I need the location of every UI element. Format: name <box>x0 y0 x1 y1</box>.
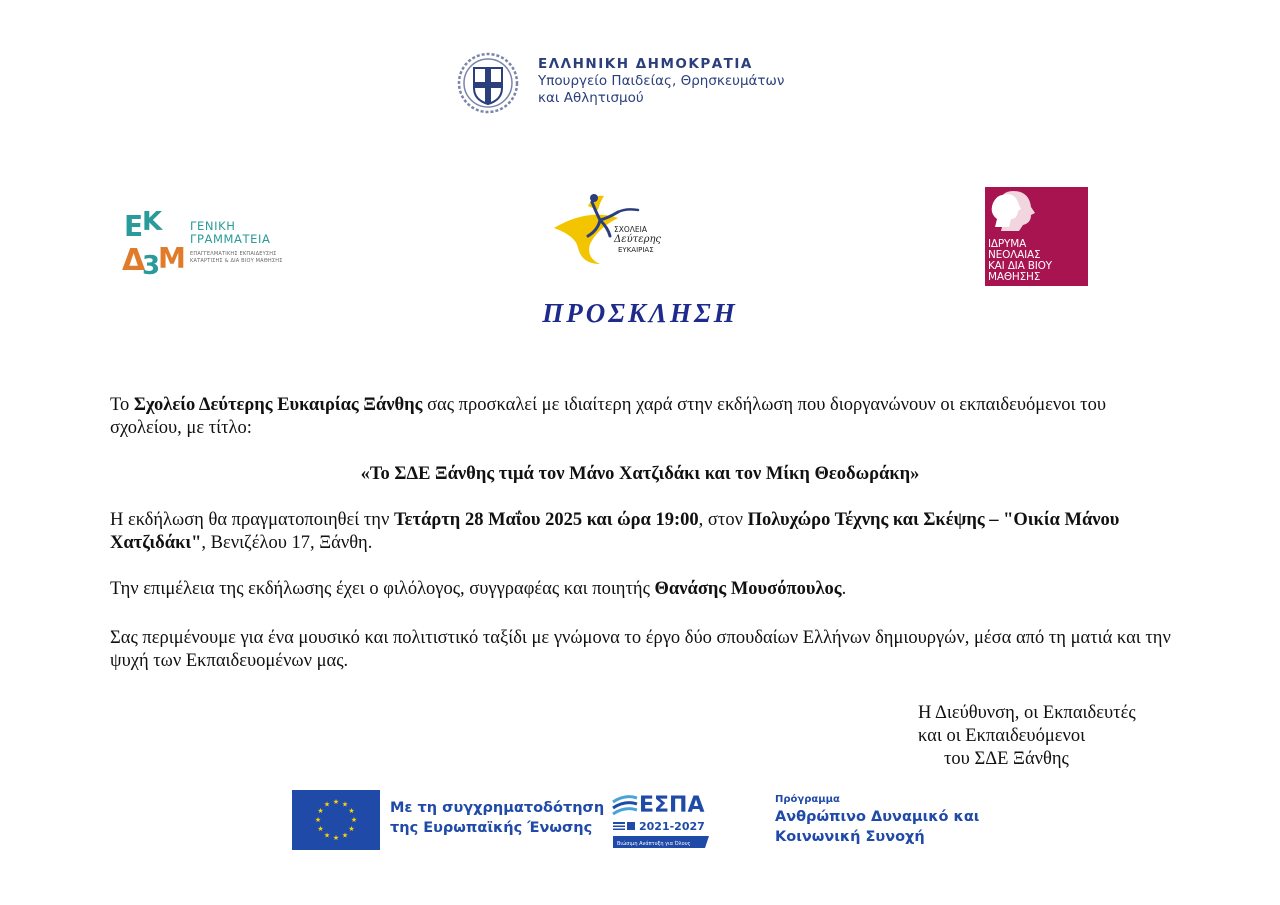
espa-name: ΕΣΠΑ <box>639 793 705 818</box>
government-title: ΕΛΛΗΝΙΚΗ ΔΗΜΟΚΡΑΤΙΑ <box>538 56 753 72</box>
school-name: Σχολείο Δεύτερης Ευκαιρίας Ξάνθης <box>133 395 423 415</box>
eu-line: Με τη συγχρηματοδότηση <box>390 800 605 816</box>
signature-line: Η Διεύθυνση, οι Εκπαιδευτές <box>918 703 1136 723</box>
svg-text:Ε: Ε <box>124 210 144 243</box>
espa-tagline: Βιώσιμη Ανάπτυξη για Όλους <box>617 841 691 847</box>
ekedbm-subtitle-line: ΚΑΤΑΡΤΙΣΗΣ & ΔΙΑ ΒΙΟΥ ΜΑΘΗΣΗΣ <box>190 257 283 264</box>
svg-text:★: ★ <box>341 831 349 840</box>
inedivim-line: ΝΕΟΛΑΙΑΣ <box>988 249 1041 261</box>
program-line: Ανθρώπινο Δυναμικό και <box>775 809 980 825</box>
text-run: Την επιμέλεια της εκδήλωσης έχει ο φιλόλογος, συγγραφέας και ποιητής <box>110 579 655 599</box>
text-run: . <box>841 579 847 599</box>
text-run: σας προσκαλεί με ιδιαίτερη χαρά στην εκδήλωση που διοργανώνουν οι εκπαιδευόμενοι του σχολείου, με τίτλο: <box>110 395 1106 438</box>
program-line: Κοινωνική Συνοχή <box>775 829 925 845</box>
svg-text:Μ: Μ <box>158 242 186 275</box>
svg-text:★: ★ <box>323 800 331 809</box>
svg-text:Κ: Κ <box>142 208 163 237</box>
program-text <box>775 793 979 847</box>
svg-text:★: ★ <box>341 800 349 809</box>
invitation-paragraph <box>110 394 1180 440</box>
sde-line: Δεύτερης <box>614 234 662 245</box>
curator-paragraph <box>110 578 1180 601</box>
greek-coat-of-arms-icon <box>456 52 520 114</box>
page-title: ΠΡΟΣΚΛΗΣΗ <box>542 298 738 328</box>
inedivim-line: ΚΑΙ ΔΙΑ ΒΙΟΥ <box>988 260 1052 272</box>
event-date: Τετάρτη 28 Μαΐου 2025 και ώρα 19:00 <box>393 510 699 530</box>
svg-text:★: ★ <box>350 816 358 824</box>
program-label: Πρόγραμμα <box>775 794 840 805</box>
text-run: Το <box>110 395 134 415</box>
svg-text:★: ★ <box>323 831 331 840</box>
eu-cofunding-text <box>390 798 604 838</box>
profile-heads-icon <box>989 189 1039 231</box>
svg-text:★: ★ <box>317 807 324 815</box>
signature-line: του ΣΔΕ Ξάνθης <box>944 749 1069 769</box>
sde-line: ΕΥΚΑΙΡΙΑΣ <box>618 246 654 254</box>
sde-line: ΣΧΟΛΕΙΑ <box>614 225 647 234</box>
inedivim-text <box>988 239 1052 283</box>
svg-text:3: 3 <box>142 251 161 280</box>
text-run: Η εκδήλωση θα πραγματοποιηθεί την <box>110 510 394 530</box>
signature-line: και οι Εκπαιδευόμενοι <box>918 726 1086 746</box>
government-header <box>456 52 836 116</box>
svg-text:★: ★ <box>348 807 355 815</box>
text-run: , Βενιζέλου 17, Ξάνθη. <box>201 533 373 553</box>
ministry-line: Υπουργείο Παιδείας, Θρησκευμάτων <box>538 73 785 89</box>
eu-line: της Ευρωπαϊκής Ένωσης <box>390 820 593 836</box>
event-title: «Το ΣΔΕ Ξάνθης τιμά τον Μάνο Χατζιδάκι και τον Μίκη Θεοδωράκη» <box>360 464 920 484</box>
program-name <box>775 807 979 847</box>
inedivim-line: ΙΔΡΥΜΑ <box>988 238 1027 250</box>
svg-text:★: ★ <box>332 834 340 842</box>
ekedbm-text <box>190 220 283 264</box>
ekedbm-subtitle <box>190 251 283 264</box>
espa-years: 2021-2027 <box>639 820 705 833</box>
ekedbm-subtitle-line: ΕΠΑΓΓΕΛΜΑΤΙΚΗΣ ΕΚΠΑΙΔΕΥΣΗΣ <box>190 251 277 257</box>
government-text <box>538 56 784 107</box>
ekedbm-logo <box>120 208 320 284</box>
espa-logo <box>611 788 711 852</box>
eu-flag-icon <box>292 790 380 850</box>
closing-paragraph: Σας περιμένουμε για ένα μουσικό και πολιτιστικό ταξίδι με γνώμονα το έργο δύο σπουδαίων Ελλήνων δημιουργών, μέσα από τη ματιά και την ψυχή των Εκπαιδευομένων μας. <box>110 628 1171 671</box>
event-details-paragraph <box>110 509 1180 555</box>
text-run: , στον <box>698 510 748 530</box>
ekedbm-line: ΓΕΝΙΚΗ <box>190 219 236 233</box>
sde-logo <box>548 188 672 270</box>
ministry-line: και Αθλητισμού <box>538 90 644 106</box>
svg-text:★: ★ <box>348 825 355 833</box>
svg-text:★: ★ <box>317 825 324 833</box>
svg-text:★: ★ <box>332 798 340 806</box>
svg-text:Δ: Δ <box>122 243 146 278</box>
event-venue: Πολυχώρο Τέχνης και Σκέψης – "Οικία Μάνου Χατζιδάκι" <box>110 510 1120 553</box>
svg-text:★: ★ <box>314 816 322 824</box>
inedivim-logo <box>985 187 1088 286</box>
ekedbm-mark-icon <box>120 208 186 280</box>
inedivim-line: ΜΑΘΗΣΗΣ <box>988 271 1041 283</box>
curator-name: Θανάσης Μουσόπουλος <box>654 579 842 599</box>
signature <box>918 702 1136 771</box>
ekedbm-line: ΓΡΑΜΜΑΤΕΙΑ <box>190 232 271 246</box>
